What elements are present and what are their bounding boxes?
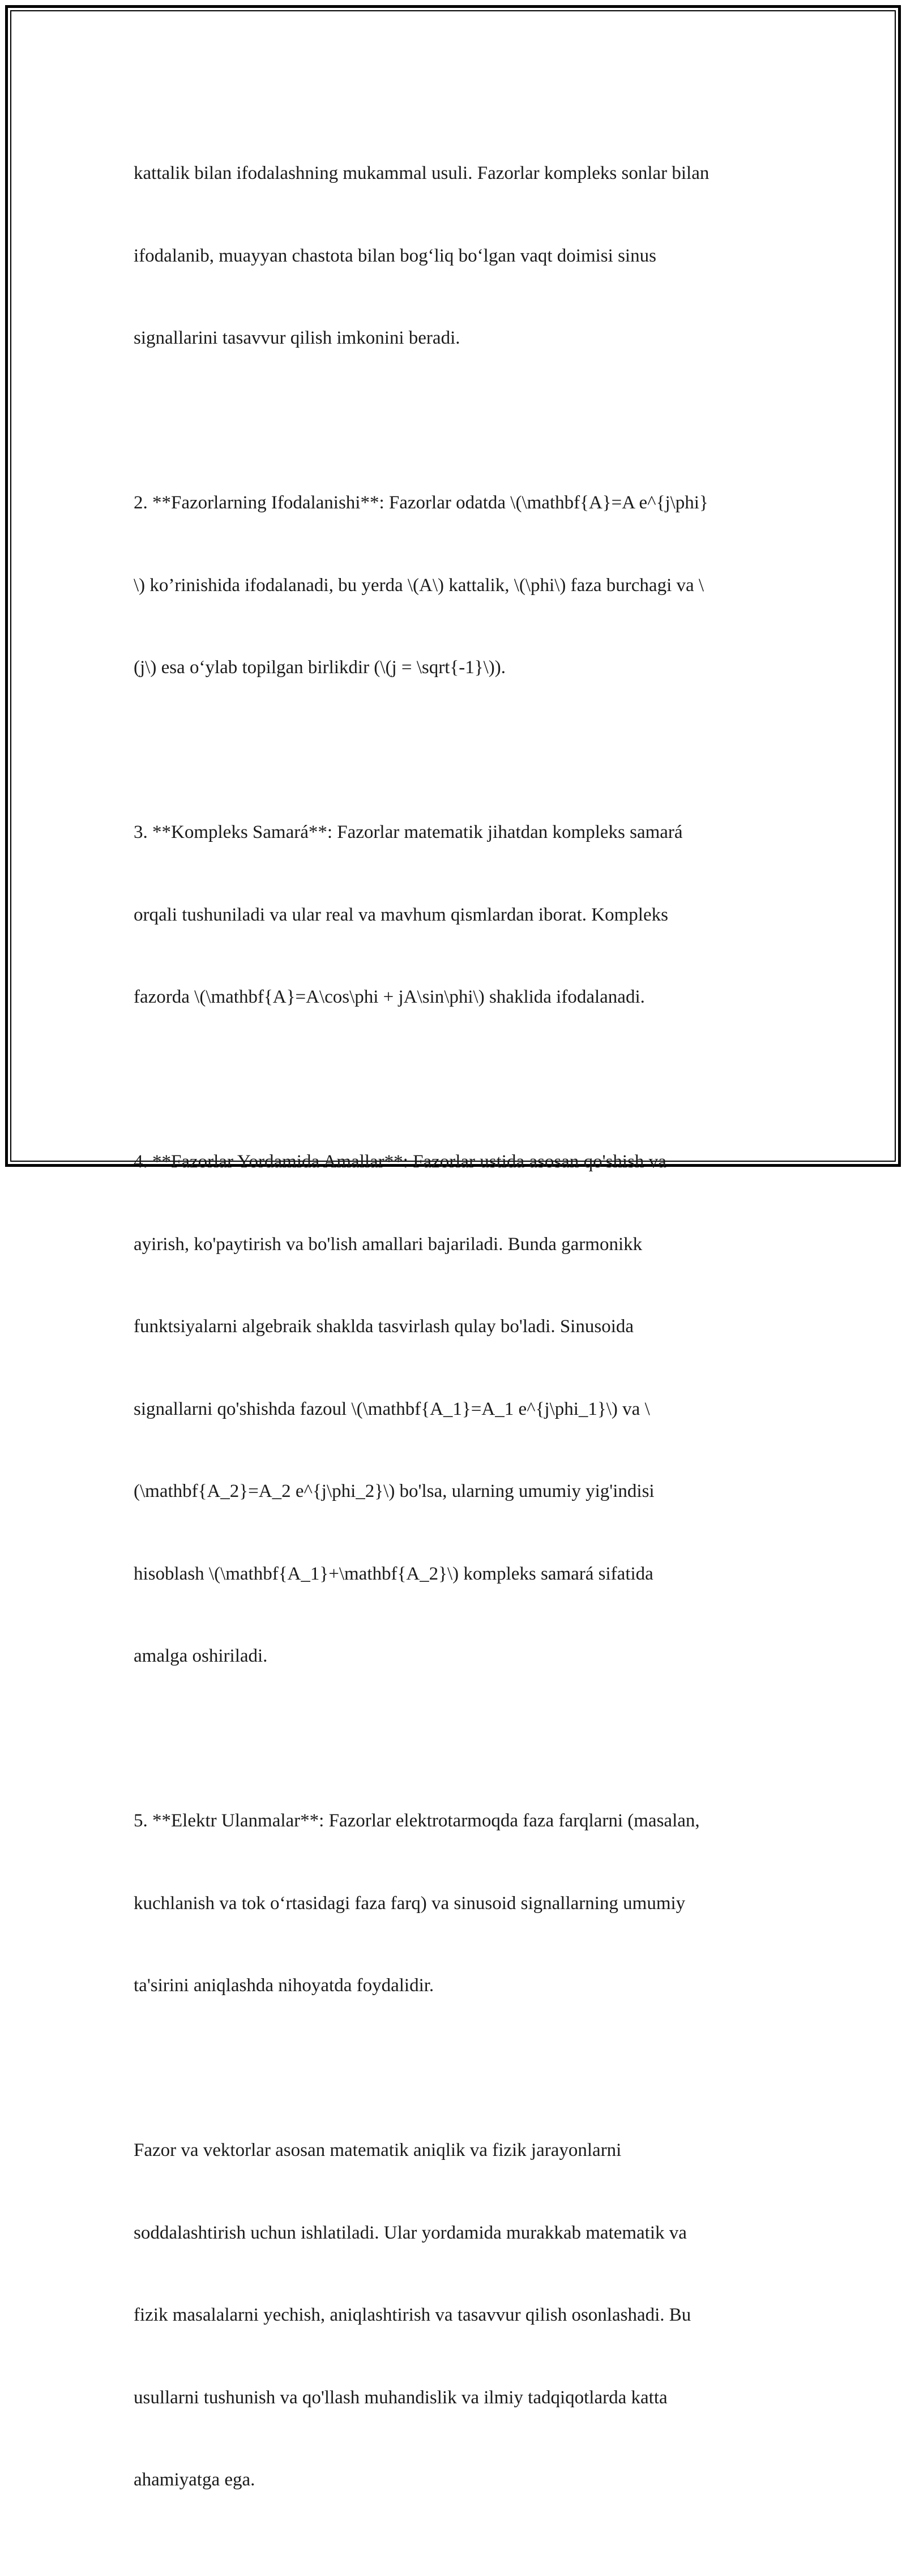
text-line: fizik masalalarni yechish, aniqlashtirish va tasavvur qilish osonlashadi. Bu [134,2305,691,2325]
paragraph-item-5 [134,1752,779,2055]
text-line: fazorda \(\mathbf{A}=A\cos\phi + jA\sin\phi\) shaklida ifodalanadi. [134,987,645,1007]
text-line: 4. **Fazorlar Yordamida Amallar**: Fazorlar ustida asosan qo'shish va [134,1152,666,1172]
text-line: orqali tushuniladi va ular real va mavhum qismlardan iborat. Kompleks [134,904,668,925]
text-line: 5. **Elektr Ulanmalar**: Fazorlar elektrotarmoqda faza farqlarni (masalan, [134,1811,700,1831]
text-line: kuchlanish va tok o‘rtasidagi faza farq) va sinusoid signallarning umumiy [134,1893,686,1914]
text-line: signallarini tasavvur qilish imkonini beradi. [134,328,460,348]
paragraph-conclusion [134,2082,779,2549]
text-line: ahamiyatga ega. [134,2470,255,2490]
paragraph-item-3 [134,764,779,1066]
text-line: (\mathbf{A_2}=A_2 e^{j\phi_2}\) bo'lsa, ularning umumiy yig'indisi [134,1481,655,1501]
text-line: (j\) esa o‘ylab topilgan birlikdir (\(j = \sqrt{-1}\)). [134,657,506,678]
paragraph-item-2 [134,434,779,737]
text-line: kattalik bilan ifodalashning mukammal usuli. Fazorlar kompleks sonlar bilan [134,163,710,183]
text-line: \) ko’rinishida ifodalanadi, bu yerda \(A\) kattalik, \(\phi\) faza burchagi va \ [134,575,704,596]
text-line: funktsiyalarni algebraik shaklda tasvirlash qulay bo'ladi. Sinusoida [134,1316,634,1337]
text-line: ayirish, ko'paytirish va bo'lish amallari bajariladi. Bunda garmonikk [134,1234,643,1255]
text-line: hisoblash \(\mathbf{A_1}+\mathbf{A_2}\) kompleks samará sifatida [134,1563,653,1584]
text-line: Fazor va vektorlar asosan matematik aniqlik va fizik jarayonlarni [134,2140,622,2160]
text-line: usullarni tushunish va qo'llash muhandislik va ilmiy tadqiqotlarda katta [134,2387,668,2408]
text-line: 2. **Fazorlarning Ifodalanishi**: Fazorlar odatda \(\mathbf{A}=A e^{j\phi} [134,493,708,513]
text-line: soddalashtirish uchun ishlatiladi. Ular yordamida murakkab matematik va [134,2222,687,2243]
paragraph-intro-continuation [134,105,779,407]
paragraph-item-4 [134,1093,779,1725]
text-line: ta'sirini aniqlashda nihoyatda foydalidir. [134,1975,434,1996]
document-body [134,105,779,2576]
text-line: signallarni qo'shishda fazoul \(\mathbf{A_1}=A_1 e^{j\phi_1}\) va \ [134,1398,650,1419]
text-line: amalga oshiriladi. [134,1646,268,1666]
text-line: 3. **Kompleks Samará**: Fazorlar matematik jihatdan kompleks samará [134,822,683,842]
text-line: ifodalanib, muayyan chastota bilan bog‘liq bo‘lgan vaqt doimisi sinus [134,245,656,266]
